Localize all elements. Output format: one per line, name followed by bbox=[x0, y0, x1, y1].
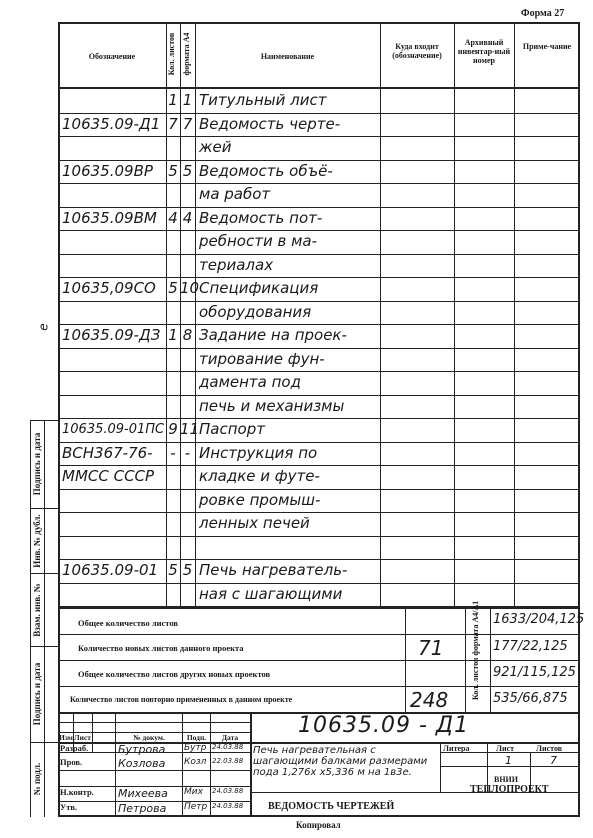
row-name: териалах bbox=[199, 255, 274, 274]
row-sheets: 1 bbox=[168, 326, 178, 344]
row-a4: 8 bbox=[182, 326, 193, 344]
summary-reused-value: 248 bbox=[410, 688, 449, 712]
row-a4: 7 bbox=[182, 114, 193, 133]
summary-new-label: Количество новых листов данного проекта bbox=[78, 643, 244, 653]
title-block-signature: Мих bbox=[184, 787, 203, 797]
title-block-date: 24.03.88 bbox=[212, 802, 244, 810]
row-a4: 4 bbox=[182, 208, 193, 227]
row-name: Печь нагреватель- bbox=[199, 561, 348, 579]
row-name: Паспорт bbox=[199, 420, 265, 438]
litera-label: Литера bbox=[443, 744, 470, 753]
row-sheets: 1 bbox=[168, 91, 178, 109]
title-block-person: Петрова bbox=[118, 802, 167, 815]
summary-other-label: Общее количество листов других новых проектов bbox=[78, 669, 271, 679]
row-name: ребности в ма- bbox=[199, 232, 318, 250]
row-sheets: - bbox=[170, 443, 176, 462]
row-name: Ведомость объё- bbox=[199, 161, 333, 180]
row-name: Ведомость черте- bbox=[199, 114, 341, 133]
header-separator bbox=[58, 87, 580, 89]
summary-top-line bbox=[58, 607, 580, 609]
row-name: печь и механизмы bbox=[199, 396, 345, 415]
summary-total-label: Общее количество листов bbox=[78, 618, 178, 628]
row-designation: 10635,09СО bbox=[62, 279, 156, 297]
row-name: ленных печей bbox=[199, 514, 310, 532]
sheets-label: Листов bbox=[536, 744, 563, 753]
row-a4: 10 bbox=[180, 279, 200, 297]
sheet-value: 1 bbox=[505, 754, 512, 767]
summary-reused-a4: 535/66,875 bbox=[493, 691, 568, 706]
row-a4: 1 bbox=[182, 91, 193, 109]
table-row-line bbox=[58, 536, 580, 537]
row-name: тирование фун- bbox=[199, 349, 325, 368]
sheet-label: Лист bbox=[496, 744, 515, 753]
title-block-date: 24.03.88 bbox=[212, 743, 244, 751]
title-block-signature: Петр bbox=[184, 802, 208, 812]
footer-copied: Копировал bbox=[296, 820, 341, 830]
row-designation: 10635.09-01ПС bbox=[62, 422, 165, 437]
col-sheets-count: Кол. листов bbox=[167, 32, 176, 76]
org-line2: ТЕПЛОПРОЕКТ bbox=[470, 784, 549, 795]
org-line1: ВНИИ bbox=[494, 775, 519, 784]
row-a4: 11 bbox=[180, 420, 200, 438]
summary-side-label: Кол. листов формата А4/А1 bbox=[471, 600, 480, 700]
row-name: Задание на проек- bbox=[199, 326, 347, 344]
sheets-value: 7 bbox=[550, 754, 557, 767]
title-block-col-header: Изм bbox=[59, 733, 73, 742]
row-name: ровке промыш- bbox=[199, 490, 321, 509]
side-inv-orig: № подл. bbox=[32, 762, 42, 796]
row-designation: 10635.09-01 bbox=[62, 561, 159, 579]
row-name: кладке и футе- bbox=[199, 467, 320, 485]
row-designation: 10635.09-Д1 bbox=[62, 114, 161, 133]
row-name: дамента под bbox=[199, 373, 301, 391]
side-replace: Взам. инв. № bbox=[32, 583, 42, 637]
title-block-col-header: Подп. bbox=[186, 733, 207, 742]
col-archive-number: Архивный инвентар-ный номер bbox=[457, 38, 511, 66]
title-block-signature: Бутр bbox=[184, 743, 207, 753]
title-block-doc-title: ВЕДОМОСТЬ ЧЕРТЕЖЕЙ bbox=[268, 801, 395, 812]
col-designation: Обозначение bbox=[88, 52, 136, 61]
side-inv-dup: Инв. № дубл. bbox=[32, 514, 42, 568]
row-sheets: 4 bbox=[168, 208, 178, 227]
summary-total-a4: 1633/204,125 bbox=[493, 612, 585, 627]
row-name: жей bbox=[199, 138, 232, 156]
row-name: Инструкция по bbox=[199, 443, 318, 462]
title-block-person: Михеева bbox=[118, 787, 168, 800]
row-sheets: 9 bbox=[168, 420, 178, 438]
title-block-role: Пров. bbox=[60, 757, 83, 767]
title-block-role: Н.контр. bbox=[60, 787, 94, 797]
title-block-role: Разраб. bbox=[60, 743, 89, 753]
title-block-person: Бутрова bbox=[118, 743, 166, 756]
col-where-entered: Куда входит (обозначение) bbox=[392, 42, 442, 61]
row-name: Спецификация bbox=[199, 279, 319, 297]
form-label: Форма 27 bbox=[521, 8, 565, 19]
summary-reused-label: Количество листов повторно примененных в данном проекте bbox=[70, 695, 293, 704]
title-block-col-header: Лист bbox=[74, 733, 91, 742]
row-sheets: 5 bbox=[168, 561, 178, 579]
summary-new-value: 71 bbox=[418, 636, 444, 660]
col-name: Наименование bbox=[260, 52, 315, 61]
row-name: ная с шагающими bbox=[199, 584, 343, 603]
title-block-date: 22.03.88 bbox=[212, 757, 244, 765]
row-a4: 5 bbox=[182, 561, 193, 579]
row-designation: 10635.09ВМ bbox=[62, 208, 157, 227]
summary-new-a4: 177/22,125 bbox=[493, 639, 568, 654]
row-designation: 10635.09ВР bbox=[62, 161, 153, 180]
row-designation: ММСС СССР bbox=[62, 467, 155, 485]
row-a4: 5 bbox=[182, 161, 193, 180]
summary-other-a4: 921/115,125 bbox=[493, 665, 576, 680]
row-a4: - bbox=[184, 443, 191, 462]
row-name: Ведомость пот- bbox=[199, 208, 323, 227]
title-block-signature: Козл bbox=[184, 757, 207, 767]
col-note: Приме-чание bbox=[522, 42, 572, 51]
row-designation: ВСН367-76- bbox=[62, 443, 153, 462]
row-name: ма работ bbox=[199, 185, 271, 203]
row-name: Титульный лист bbox=[199, 91, 327, 109]
row-sheets: 7 bbox=[168, 114, 178, 133]
page-mark: е bbox=[36, 323, 51, 331]
side-sign-date-top: Подпись и дата bbox=[32, 432, 42, 496]
title-block-person: Козлова bbox=[118, 757, 166, 770]
col-a4-format: формата А4 bbox=[182, 32, 191, 76]
row-sheets: 5 bbox=[168, 161, 178, 180]
title-block-code: 10635.09 - Д1 bbox=[298, 713, 470, 738]
row-designation: 10635.09-ДЗ bbox=[62, 326, 161, 344]
title-block-col-header: Дата bbox=[221, 733, 239, 742]
title-block-col-header: № докум. bbox=[133, 733, 165, 742]
row-sheets: 5 bbox=[168, 279, 178, 297]
row-name: оборудования bbox=[199, 302, 312, 321]
title-block-date: 24.03.88 bbox=[212, 787, 244, 795]
side-sign-date-bottom: Подпись и дата bbox=[32, 662, 42, 726]
title-block-role: Утв. bbox=[60, 802, 78, 812]
title-block-description: Печь нагревательная с шагающими балками размерами пода 1,276х х5,336 м на 1в3е. bbox=[253, 745, 428, 778]
